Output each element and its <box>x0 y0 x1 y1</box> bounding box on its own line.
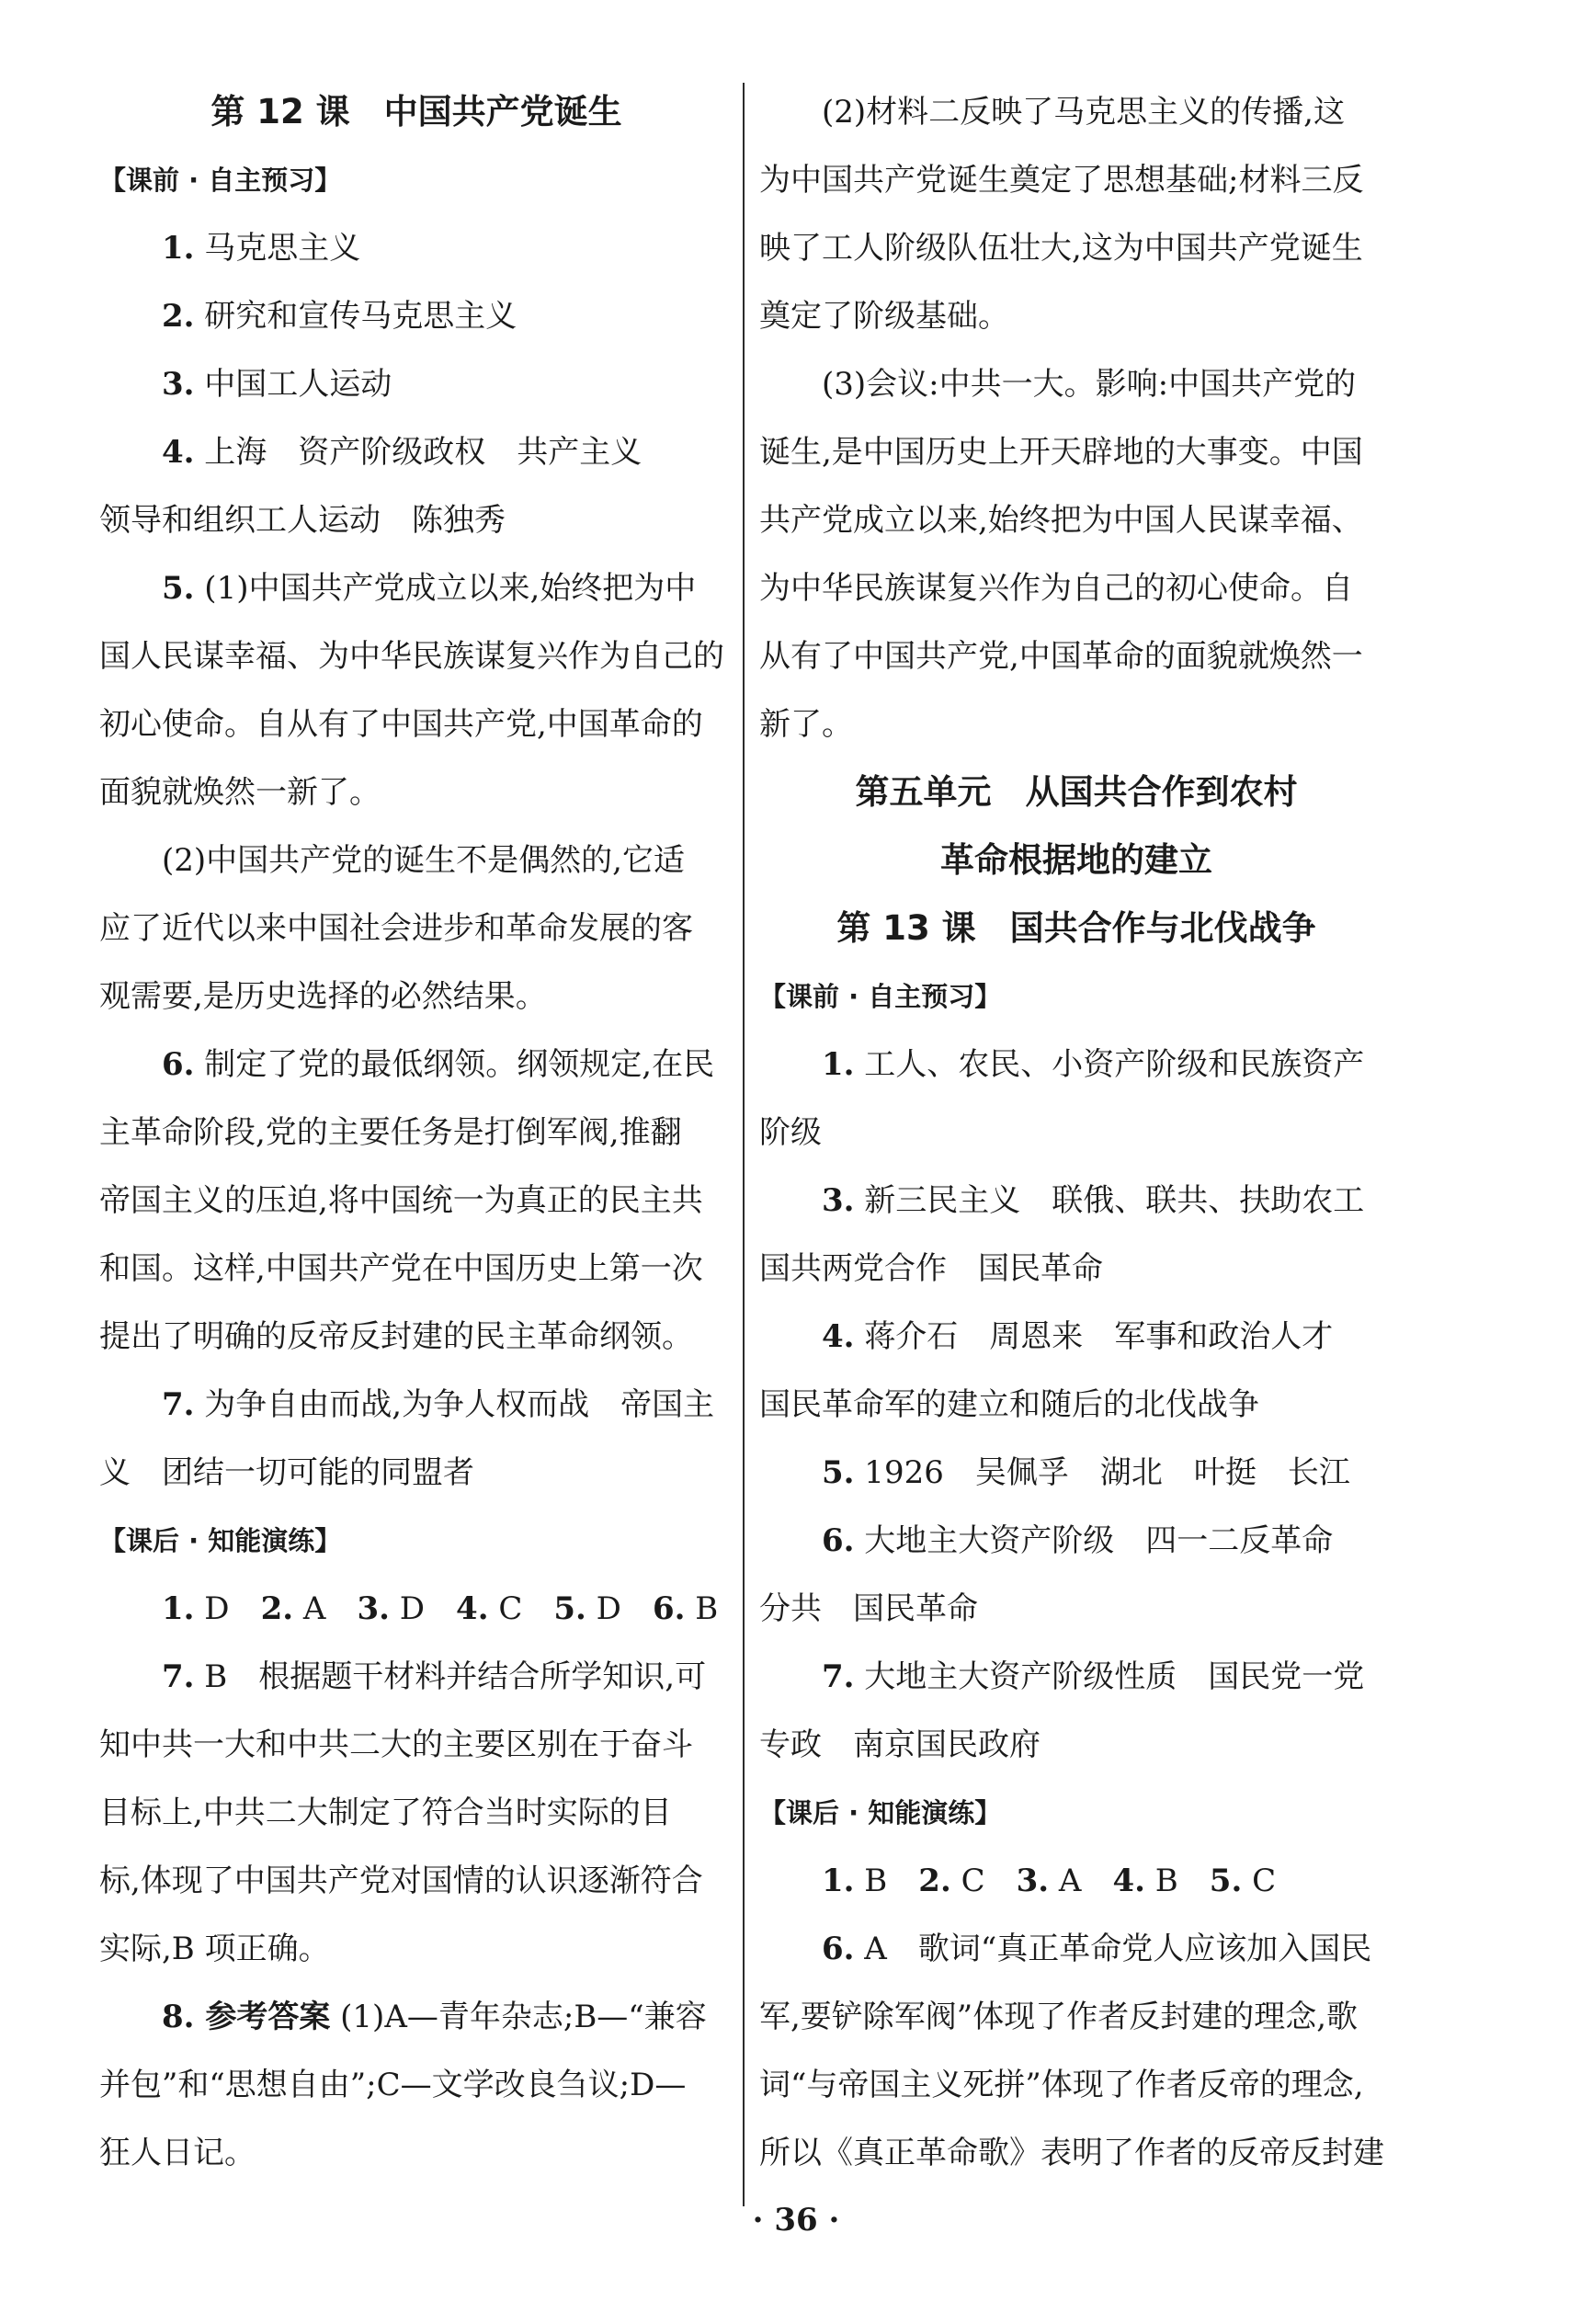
answer-item: 7. B 根据题干材料并结合所学知识,可 <box>162 1658 707 1695</box>
answer-line: 义 团结一切可能的同盟者 <box>99 1454 474 1491</box>
answer-line: 观需要,是历史选择的必然结果。 <box>99 978 547 1015</box>
answer-item: 3. 新三民主义 联俄、联共、扶助农工 <box>822 1182 1365 1219</box>
answer-line: 提出了明确的反帝反封建的民主革命纲领。 <box>99 1318 693 1355</box>
answer-item: 6. 大地主大资产阶级 四一二反革命 <box>822 1522 1334 1559</box>
multiple-choice-answers: 1. B 2. C 3. A 4. B 5. C <box>822 1863 1277 1899</box>
answer-line: 知中共一大和中共二大的主要区别在于奋斗 <box>99 1726 693 1763</box>
left-column <box>99 78 733 2187</box>
answer-line: 词“与帝国主义死拼”体现了作者反帝的理念, <box>759 2067 1364 2103</box>
answer-item: 7. 为争自由而战,为争人权而战 帝国主 <box>162 1386 715 1423</box>
lesson-12-title: 第 12 课 中国共产党诞生 <box>210 92 622 131</box>
answer-line: 狂人日记。 <box>99 2135 256 2171</box>
answer-line: 共产党成立以来,始终把为中国人民谋幸福、 <box>759 502 1363 539</box>
answer-line: 国人民谋幸福、为中华民族谋复兴作为自己的 <box>99 638 724 675</box>
unit-5-title-continued: 革命根据地的建立 <box>940 840 1212 880</box>
section-preview-heading: 【课前 · 自主预习】 <box>759 981 1002 1012</box>
section-preview-heading: 【课前 · 自主预习】 <box>99 165 342 196</box>
answer-item: 3. 中国工人运动 <box>162 366 392 403</box>
answer-line: 应了近代以来中国社会进步和革命发展的客 <box>99 910 693 947</box>
answer-line: 为中华民族谋复兴作为自己的初心使命。自 <box>759 570 1353 607</box>
answer-line: 为中国共产党诞生奠定了思想基础;材料三反 <box>759 162 1364 199</box>
answer-line: 帝国主义的压迫,将中国统一为真正的民主共 <box>99 1182 703 1219</box>
answer-line: 标,体现了中国共产党对国情的认识逐渐符合 <box>99 1863 703 1899</box>
answer-item: 5. 1926 吴佩孚 湖北 叶挺 长江 <box>822 1454 1350 1491</box>
section-after-heading: 【课后 · 知能演练】 <box>759 1797 1002 1828</box>
answer-line: 映了工人阶级队伍壮大,这为中国共产党诞生 <box>759 230 1363 267</box>
answer-item: 8. 参考答案 (1)A—青年杂志;B—“兼容 <box>162 1999 707 2035</box>
answer-line: 奠定了阶级基础。 <box>759 298 1009 335</box>
answer-item: 4. 上海 资产阶级政权 共产主义 <box>162 434 642 471</box>
answer-line: 军,要铲除军阀”体现了作者反封建的理念,歌 <box>759 1999 1358 2035</box>
answer-line: 主革命阶段,党的主要任务是打倒军阀,推翻 <box>99 1114 682 1151</box>
answer-line: 初心使命。自从有了中国共产党,中国革命的 <box>99 706 703 743</box>
answer-line: 国民革命军的建立和随后的北伐战争 <box>759 1386 1259 1423</box>
answer-line: 目标上,中共二大制定了符合当时实际的目 <box>99 1794 672 1831</box>
answer-line: (2)材料二反映了马克思主义的传播,这 <box>822 94 1345 131</box>
unit-5-title: 第五单元 从国共合作到农村 <box>855 772 1298 812</box>
answer-item: 4. 蒋介石 周恩来 军事和政治人才 <box>822 1318 1334 1355</box>
answer-line: 所以《真正革命歌》表明了作者的反帝反封建 <box>759 2135 1384 2171</box>
answer-line: 领导和组织工人运动 陈独秀 <box>99 502 506 539</box>
multiple-choice-answers: 1. D 2. A 3. D 4. C 5. D 6. B <box>162 1590 719 1627</box>
answer-item: 5. (1)中国共产党成立以来,始终把为中 <box>162 570 697 607</box>
answer-line: 专政 南京国民政府 <box>759 1726 1040 1763</box>
answer-item: 7. 大地主大资产阶级性质 国民党一党 <box>822 1658 1365 1695</box>
answer-line: 阶级 <box>759 1114 822 1151</box>
answer-line: 分共 国民革命 <box>759 1590 978 1627</box>
answer-item: 1. 马克思主义 <box>162 230 361 267</box>
right-column <box>759 78 1393 2187</box>
answer-line: 诞生,是中国历史上开天辟地的大事变。中国 <box>759 434 1363 471</box>
lesson-13-title: 第 13 课 国共合作与北伐战争 <box>836 908 1316 948</box>
answer-line: 面貌就焕然一新了。 <box>99 774 381 811</box>
answer-item: 2. 研究和宣传马克思主义 <box>162 298 517 335</box>
answer-line: (2)中国共产党的诞生不是偶然的,它适 <box>162 842 685 879</box>
answer-item: 6. A 歌词“真正革命党人应该加入国民 <box>822 1931 1372 1967</box>
page-number: · 36 · <box>752 2202 840 2239</box>
answer-line: (3)会议:中共一大。影响:中国共产党的 <box>822 366 1357 403</box>
answer-line: 国共两党合作 国民革命 <box>759 1250 1103 1287</box>
section-after-heading: 【课后 · 知能演练】 <box>99 1525 342 1556</box>
answer-line: 实际,B 项正确。 <box>99 1931 330 1967</box>
answer-item: 1. 工人、农民、小资产阶级和民族资产 <box>822 1046 1365 1083</box>
answer-line: 并包”和“思想自由”;C—文学改良刍议;D— <box>99 2067 687 2103</box>
answer-line: 新了。 <box>759 706 853 743</box>
answer-line: 和国。这样,中国共产党在中国历史上第一次 <box>99 1250 703 1287</box>
column-divider <box>743 83 745 2206</box>
answer-item: 6. 制定了党的最低纲领。纲领规定,在民 <box>162 1046 715 1083</box>
answer-line: 从有了中国共产党,中国革命的面貌就焕然一 <box>759 638 1363 675</box>
